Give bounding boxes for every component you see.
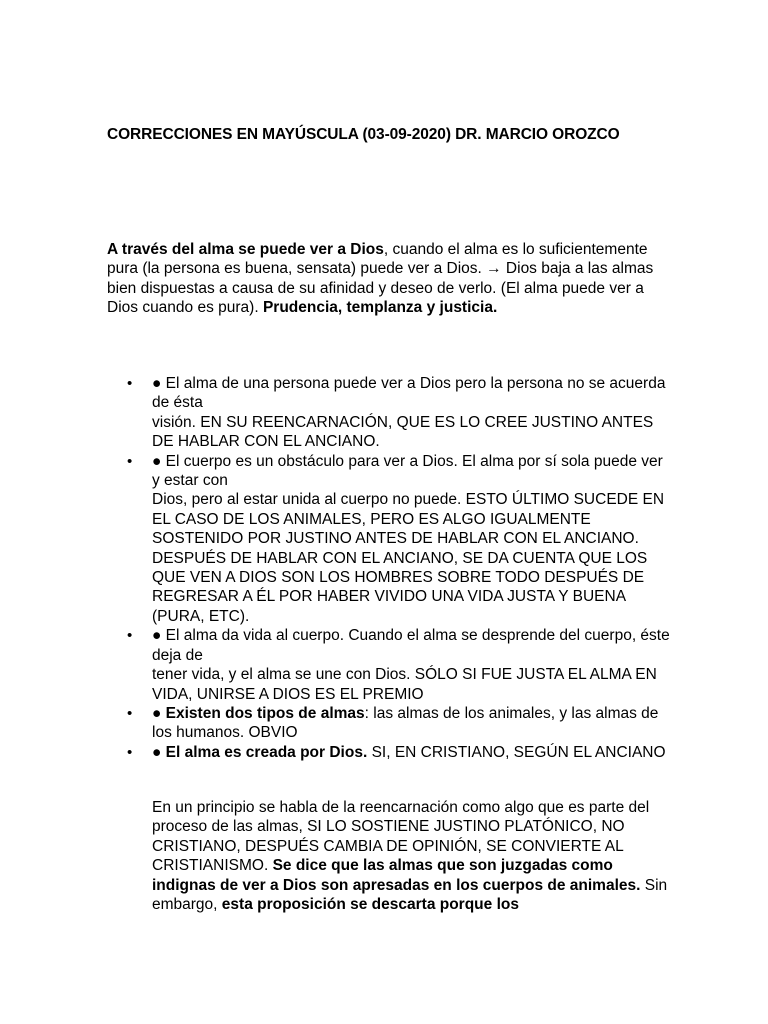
bullet-icon: • bbox=[127, 627, 133, 645]
closing-bold-2: esta proposición se descarta porque los bbox=[221, 896, 519, 914]
document-title: CORRECCIONES EN MAYÚSCULA (03-09-2020) DR. MARCIO OROZCO bbox=[107, 126, 620, 143]
closing-paragraph bbox=[152, 798, 672, 914]
closing-bold-1: Se dice que las almas que son juzgadas como indignas de ver a Dios son apresadas en los cuerpos de animales. bbox=[152, 857, 641, 894]
list-item-first-line: ● El alma de una persona puede ver a Dios pero la persona no se acuerda de ésta bbox=[152, 375, 666, 412]
list-item-first-line: ● El cuerpo es un obstáculo para ver a Dios. El alma por sí sola puede ver y estar con bbox=[152, 452, 663, 490]
bullet-icon: • bbox=[127, 743, 133, 761]
closing-text-1: En un principio se habla de la reencarnación como algo que es parte del proceso de las almas, SI LO SOSTIENE JUSTINO PLATÓNICO, NO CRISTIANO, DESPUÉS CAMBIA DE OPINIÓN, SE CONVIERTE AL CRISTIANISMO. bbox=[152, 799, 650, 875]
bullet-list bbox=[0, 374, 768, 762]
list-item-marker: ● bbox=[152, 704, 166, 722]
list-item bbox=[0, 626, 672, 704]
list-item-bold: El alma es creada por Dios. bbox=[165, 743, 368, 761]
list-item-continuation: visión. EN SU REENCARNACIÓN, QUE ES LO CREE JUSTINO ANTES DE HABLAR CON EL ANCIANO. bbox=[152, 413, 654, 451]
list-item-continuation: tener vida, y el alma se une con Dios. SÓLO SI FUE JUSTA EL ALMA EN VIDA, UNIRSE A DIOS ES EL PREMIO bbox=[152, 666, 657, 703]
bullet-icon: • bbox=[127, 452, 133, 470]
list-item bbox=[0, 704, 672, 743]
list-item-first-line: ● El alma da vida al cuerpo. Cuando el alma se desprende del cuerpo, éste deja de bbox=[152, 627, 670, 664]
list-item bbox=[0, 374, 672, 452]
intro-text: , cuando el alma es lo suficientemente pura (la persona es buena, sensata) puede ver a Dios. → Dios baja a las almas bien dispuestas a causa de su afinidad y deseo de verlo. (El alma puede ver a Dios cuando es pura). bbox=[107, 241, 654, 317]
list-item-bold: Existen dos tipos de almas bbox=[165, 704, 365, 722]
list-item-text bbox=[152, 743, 672, 762]
bullet-icon: • bbox=[127, 375, 133, 392]
list-item-rest: SI, EN CRISTIANO, SEGÚN EL ANCIANO bbox=[367, 743, 666, 761]
closing-text-2: Sin embargo, bbox=[152, 876, 668, 914]
intro-bold-start: A través del alma se puede ver a Dios bbox=[107, 241, 384, 258]
list-item-rest: : las almas de los animales, y las almas de los humanos. OBVIO bbox=[152, 704, 659, 742]
intro-paragraph bbox=[107, 240, 667, 318]
list-item-marker: ● bbox=[152, 743, 166, 761]
list-item-text bbox=[152, 704, 672, 743]
list-item bbox=[0, 743, 672, 762]
intro-bold-end: Prudencia, templanza y justicia. bbox=[262, 299, 498, 317]
bullet-icon: • bbox=[127, 704, 133, 722]
list-item-continuation: Dios, pero al estar unida al cuerpo no puede. ESTO ÚLTIMO SUCEDE EN EL CASO DE LOS ANIMALES, PERO ES ALGO IGUALMENTE SOSTENIDO POR JUSTINO ANTES DE HABLAR CON EL ANCIANO. DESPUÉS DE HABLAR CON EL ANCIANO, SE DA CUENTA QUE LOS QUE VEN A DIOS SON LOS HOMBRES SOBRE TODO DESPUÉS DE REGRESAR A ÉL POR HABER VIVIDO UNA VIDA JUSTA Y BUENA (PURA, ETC). bbox=[152, 491, 665, 625]
list-item bbox=[0, 452, 672, 627]
